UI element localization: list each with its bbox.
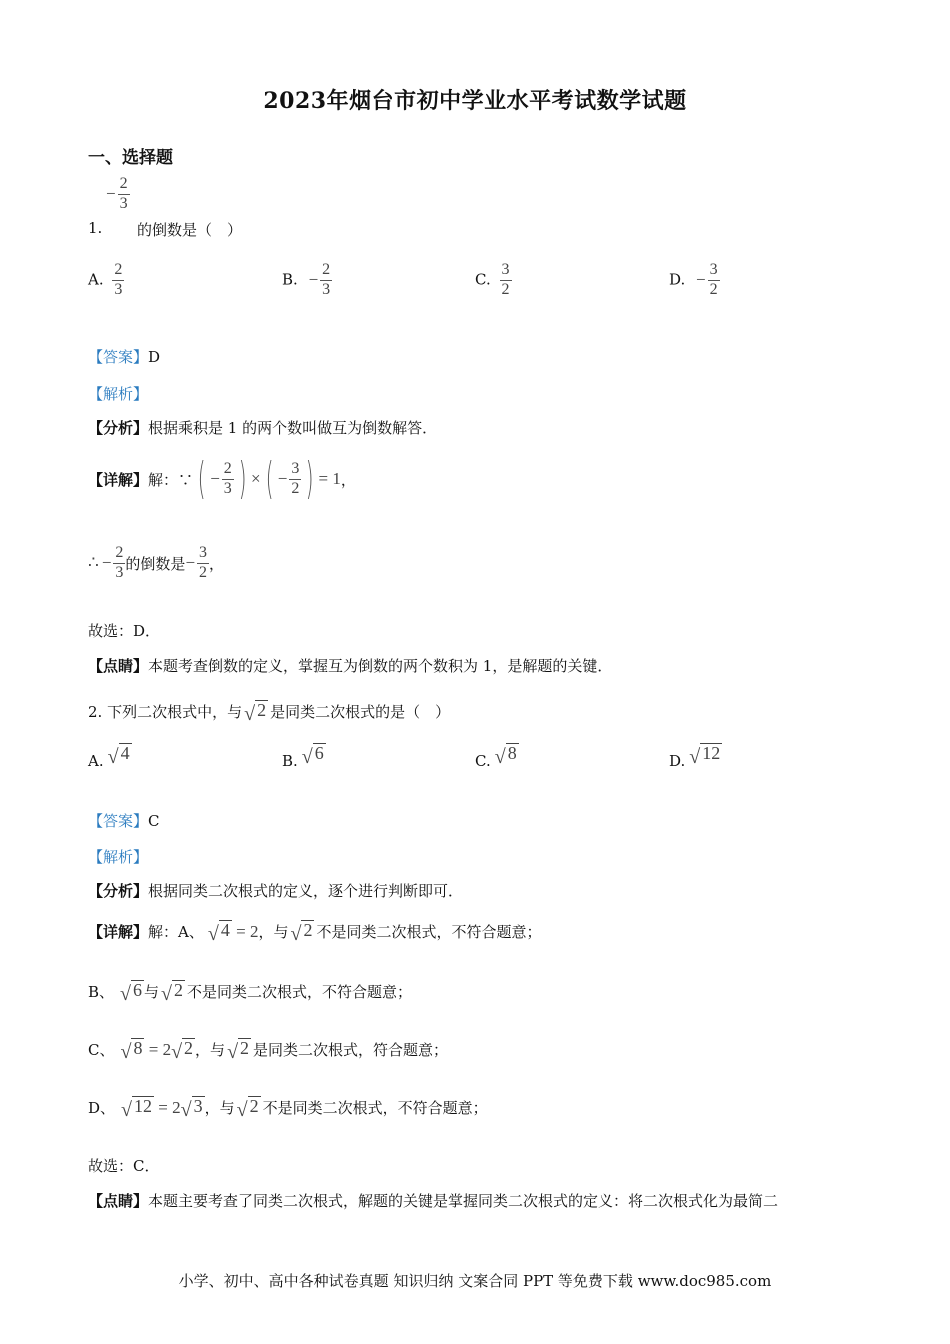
q2-analysis-tag: 【解析】 (88, 848, 149, 866)
q1-detail: 【详解】 解：∵ ( − $\frac{2}{3}$ ) × ( − $\frac{3}{2}$ ) = 1 ， (88, 453, 356, 504)
q1-therefore: ∴ − $\frac{2}{3}$ 的倒数是 − $\frac{3}{2}$ ， (88, 544, 225, 581)
q2-fenxi: 【分析】根据同类二次根式的定义，逐个进行判断即可． (88, 882, 464, 900)
section-heading: 一、选择题 (88, 148, 173, 168)
q2-option-d[interactable]: D. √ 12 (669, 743, 721, 770)
q2-option-b[interactable]: B. √ 6 (282, 743, 324, 770)
q2-answer: 【答案】C (88, 812, 160, 830)
q2-detail-line-b: B、 √ 6 与 √ 2 不是同类二次根式，不符合题意； (88, 980, 413, 1005)
q1-guxuan: 故选：D． (88, 622, 161, 640)
q1-stem-fraction: − $\frac{2}{3}$ (106, 175, 128, 212)
q1-analysis-tag: 【解析】 (88, 385, 149, 403)
q1-stem-text: 的倒数是（ ） (137, 221, 243, 239)
q2-guxuan: 故选：C． (88, 1157, 160, 1175)
page-footer: 小学、初中、高中各种试卷真题 知识归纳 文案合同 PPT 等免费下载 www.doc985.com (178, 1272, 772, 1290)
q2-option-a[interactable]: A. √ 4 (88, 743, 130, 770)
q1-option-c[interactable]: C. $\frac{3}{2}$ (475, 261, 510, 298)
q1-answer: 【答案】D (88, 348, 161, 366)
q1-fenxi: 【分析】根据乘积是 1 的两个数叫做互为倒数解答． (88, 419, 438, 437)
q2-detail-line-a: 【详解】 解：A、 √ 4 = 2 ，与 √ 2 不是同类二次根式，不符合题意； (88, 920, 542, 945)
q1-dianjing: 【点睛】本题考查倒数的定义，掌握互为倒数的两个数积为 1，是解题的关键． (88, 657, 613, 675)
q2-dianjing: 【点睛】本题主要考查了同类二次根式，解题的关键是掌握同类二次根式的定义：将二次根式化为最简二 (88, 1192, 779, 1210)
page-title: 2023年烟台市初中学业水平考试数学试题 (263, 88, 687, 114)
q1-option-d[interactable]: D. − $\frac{3}{2}$ (669, 261, 718, 298)
q2-option-c[interactable]: C. √ 8 (475, 743, 517, 770)
q1-option-a[interactable]: A. $\frac{2}{3}$ (88, 261, 123, 298)
q1-option-b[interactable]: B. − $\frac{2}{3}$ (282, 261, 331, 298)
q1-number: 1. (88, 219, 103, 237)
q2-detail-line-d: D、 √ 12 = 2 √ 3 ，与 √ 2 不是同类二次根式，不符合题意； (88, 1096, 488, 1121)
q2-detail-line-c: C、 √ 8 = 2 √ 2 ，与 √ 2 是同类二次根式，符合题意； (88, 1038, 449, 1063)
q2-stem: 2. 下列二次根式中，与 √ 2 是同类二次根式的是（ ） (88, 700, 451, 725)
